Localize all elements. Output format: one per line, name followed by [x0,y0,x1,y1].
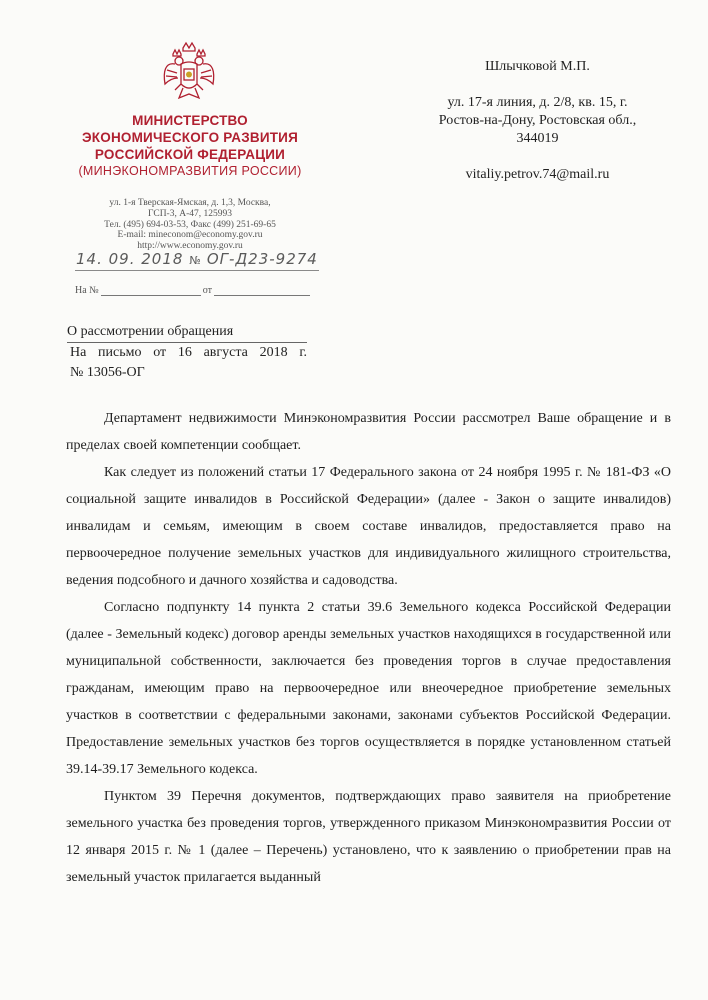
addressee-address-line: 344019 [516,131,559,146]
subject-title: О рассмотрении обращения [67,322,307,343]
addressee-address-line: ул. 17-я линия, д. 2/8, кв. 15, г. [447,95,628,110]
date-underline [75,270,319,271]
contact-postal: ГСП-3, А-47, 125993 [147,208,232,219]
contact-email: E-mail: mineconom@economy.gov.ru [117,230,263,241]
letter-body [66,405,671,891]
body-paragraph: Пунктом 39 Перечня документов, подтверждающих право заявителя на приобретение земельного участка без проведения торгов, утвержденного приказом Минэкономразвития России от 12 января 2015 г. № 1 (далее – Перечень) установлено, что к заявлению о приобретении прав на земельный участок прилагается выданный [66,789,671,885]
contact-website: http://www.economy.gov.ru [137,241,243,252]
reference-prefix: На № [75,285,99,296]
letter-subject [67,322,307,383]
reference-from: от [202,285,212,296]
number-sign: № [189,254,201,267]
ministry-abbreviation: (МИНЭКОНОМРАЗВИТИЯ РОССИИ) [78,164,302,178]
reference-number-blank [101,286,201,296]
addressee-block [420,58,655,184]
handwritten-date: 14. 09. 2018 [76,250,184,268]
body-paragraph: Согласно подпункту 14 пункта 2 статьи 39.6 Земельного кодекса Российской Федерации (далее - Земельный кодекс) договор аренды земельных участков находящихся в государственной или муниципальной собственности, заключается без проведения торгов в случае предоставления гражданам, имеющим право на первоочередное или внеочередное приобретение земельных участков в соответствии с федеральными законами, законами субъектов Российской Федерации. Предоставление земельных участков без торгов осуществляется в порядке установленном статьей 39.14-39.17 Земельного кодекса. [66,600,671,777]
contact-address: ул. 1-я Тверская-Ямская, д. 1,3, Москва, [109,198,271,208]
ministry-name-line: ЭКОНОМИЧЕСКОГО РАЗВИТИЯ [82,130,298,145]
reference-date-blank [214,286,310,296]
reference-row [75,285,310,296]
coat-of-arms-icon [161,40,217,102]
ministry-name [60,112,320,180]
outgoing-date-number [76,250,326,268]
subject-reference: На письмо от 16 августа 2018 г. [70,345,307,360]
contact-phone: Тел. (495) 694-03-53, Факс (499) 251-69-65 [104,219,276,230]
addressee-name: Шлычковой М.П. [485,59,590,74]
addressee-email: vitaliy.petrov.74@mail.ru [465,167,610,182]
ministry-name-line: РОССИЙСКОЙ ФЕДЕРАЦИИ [94,147,286,162]
body-paragraph: Как следует из положений статьи 17 Федерального закона от 24 ноября 1995 г. № 181-ФЗ «О социальной защите инвалидов в Российской Федерации» (далее - Закон о защите инвалидов) инвалидам и семьям, имеющим в своем составе инвалидов, предоставляется право на первоочередное получение земельных участков для индивидуального жилищного строительства, ведения подсобного и дачного хозяйства и садоводства. [66,465,671,588]
addressee-address-line: Ростов-на-Дону, Ростовская обл., [438,113,637,128]
handwritten-number: ОГ-Д23-9274 [206,250,318,268]
ministry-contacts [60,198,320,252]
ministry-name-line: МИНИСТЕРСТВО [132,113,248,128]
subject-reference-number: № 13056-ОГ [70,365,145,380]
body-paragraph: Департамент недвижимости Минэкономразвития России рассмотрел Ваше обращение и в пределах своей компетенции сообщает. [66,411,671,453]
